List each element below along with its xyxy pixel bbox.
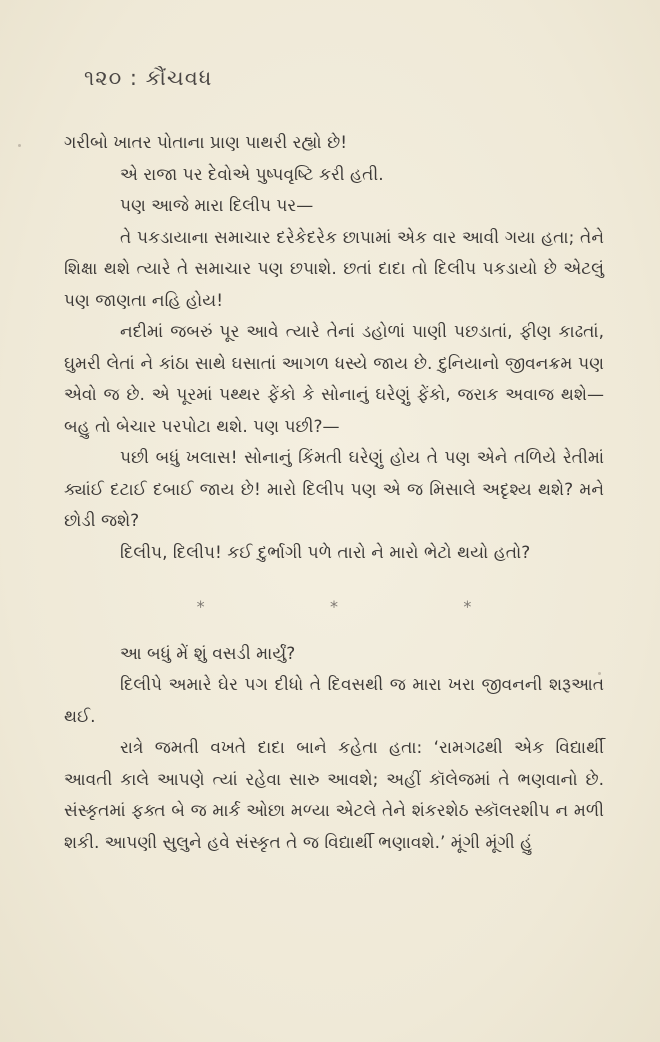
paragraph: નદીમાં જબરું પૂર આવે ત્યારે તેનાં ડહોળાં પાણી પછડાતાં, ફીણ કાઢતાં, ઘુમરી લેતાં ને કાંઠા સાથે ઘસાતાં આગળ ધસ્યે જાય છે. દુનિયાનો જીવનક્રમ પણ એવો જ છે. એ પૂરમાં પથ્થર ફેંકો કે સોનાનું ઘરેણું ફેંકો, જરાક અવાજ થશે—બહુ તો બેચાર પરપોટા થશે. પણ પછી?—	[64, 322, 604, 437]
paragraph: પણ આજે મારા દિલીપ પર—	[120, 196, 314, 216]
page-header: ૧૨૦ : કૌંચવધ	[84, 66, 213, 90]
paragraph: રાત્રે જમતી વખતે દાદા બાને કહેતા હતા: ‘રામગઢથી એક વિદ્યાર્થી આવતી કાલે આપણે ત્યાં રહેવા સારુ આવશે; અહીં કૉલેજમાં તે ભણવાનો છે. સંસ્કૃતમાં ફક્ત બે જ માર્ક ઓછા મળ્યા એટલે તેને શંકરશેઠ સ્કૉલરશીપ ન મળી શકી. આપણી સુલુને હવે સંસ્કૃત તે જ વિદ્યાર્થી ભણાવશે.’ મૂંગી મૂંગી હું	[64, 738, 604, 853]
separator-star: *	[196, 597, 205, 616]
paragraph: પછી બધું ખલાસ! સોનાનું કિંમતી ઘરેણું હોય તે પણ એને તળિયે રેતીમાં ક્યાંઈ દટાઈ દબાઈ જાય છે! મારો દિલીપ પણ એ જ મિસાલે અદૃશ્ય થશે? મને છોડી જશે?	[64, 448, 604, 531]
paragraph: દિલીપે અમારે ઘેર પગ દીધો તે દિવસથી જ મારા ખરા જીવનની શરૂઆત થઈ.	[64, 675, 604, 727]
paragraph: ગરીબો ખાતર પોતાના પ્રાણ પાથરી રહ્યો છે!	[64, 133, 348, 153]
body-text	[64, 128, 604, 859]
separator-star: *	[329, 597, 338, 616]
separator-star: *	[463, 597, 472, 616]
paragraph: દિલીપ, દિલીપ! કઈ દુર્ભાગી પળે તારો ને મારો ભેટો થયો હતો?	[120, 542, 531, 563]
paper-speck	[18, 144, 21, 147]
section-separator	[64, 591, 604, 623]
paper-speck	[598, 672, 601, 675]
paragraph: આ બધું મેં શું વસડી માર્યું?	[120, 643, 296, 664]
paragraph: તે પકડાયાના સમાચાર દરેકેદરેક છાપામાં એક વાર આવી ગયા હતા; તેને શિક્ષા થશે ત્યારે તે સમાચાર પણ છપાશે. છતાં દાદા તો દિલીપ પકડાયો છે એટલું પણ જાણતા નહિ હોય!	[64, 227, 604, 311]
paragraph: એ રાજા પર દેવોએ પુષ્પવૃષ્ટિ કરી હતી.	[120, 164, 384, 185]
